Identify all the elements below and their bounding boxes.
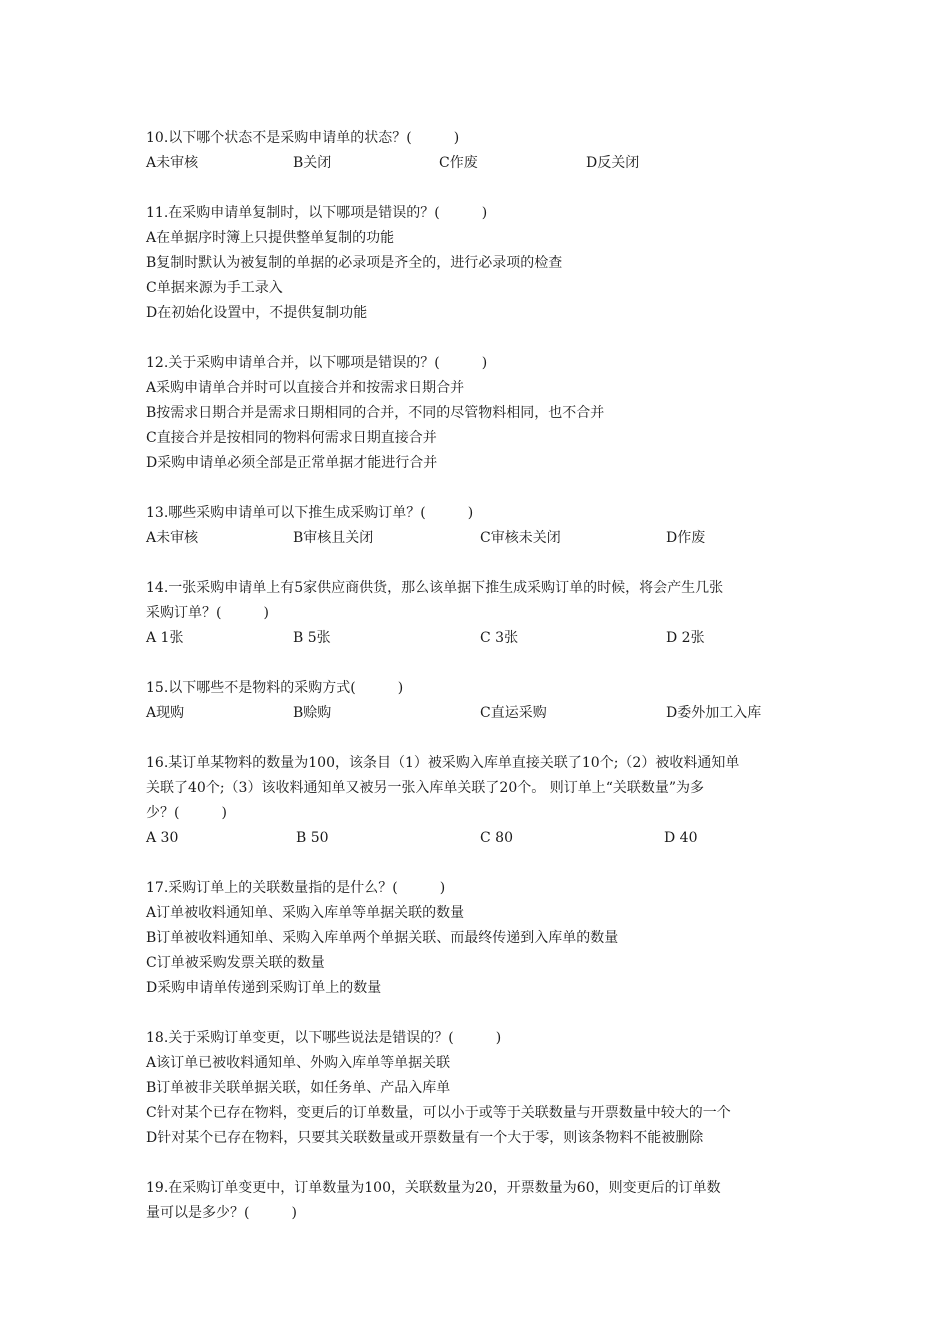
option-b: B关闭 — [293, 155, 332, 171]
option-c: C订单被采购发票关联的数量 — [146, 955, 325, 971]
option-a: A该订单已被收料通知单、外购入库单等单据关联 — [146, 1055, 451, 1071]
question-15 — [146, 676, 826, 726]
option-a: A订单被收料通知单、采购入库单等单据关联的数量 — [146, 905, 465, 921]
option-d: D 2张 — [666, 630, 705, 646]
option-d: D采购申请单传递到采购订单上的数量 — [146, 980, 382, 996]
question-19 — [146, 1176, 826, 1226]
option-a: A采购申请单合并时可以直接合并和按需求日期合并 — [146, 380, 465, 396]
document-page — [146, 126, 826, 1251]
question-stem: 16.某订单某物料的数量为100，该条目（1）被采购入库单直接关联了10个;（2）被收料通知单 — [146, 755, 740, 771]
question-stem: 15.以下哪些不是物料的采购方式( ) — [146, 680, 404, 696]
option-d: D针对某个已存在物料，只要其关联数量或开票数量有一个大于零，则该条物料不能被删除 — [146, 1130, 704, 1146]
question-11 — [146, 201, 826, 326]
question-stem: 19.在采购订单变更中，订单数量为100，关联数量为20，开票数量为60，则变更后的订单数 — [146, 1180, 721, 1196]
question-16 — [146, 751, 826, 851]
option-c: C针对某个已存在物料，变更后的订单数量，可以小于或等于关联数量与开票数量中较大的一个 — [146, 1105, 731, 1121]
question-stem-continued: 关联了40个;（3）该收料通知单又被另一张入库单关联了20个。 则订单上“关联数量”为多 — [146, 780, 705, 796]
option-a: A未审核 — [146, 530, 199, 546]
option-row — [146, 151, 826, 176]
option-b: B赊购 — [293, 705, 332, 721]
option-row — [146, 701, 826, 726]
option-a: A未审核 — [146, 155, 199, 171]
question-stem: 11.在采购申请单复制时，以下哪项是错误的？( ) — [146, 205, 488, 221]
question-12 — [146, 351, 826, 476]
option-d: D作废 — [666, 530, 706, 546]
option-b: B复制时默认为被复制的单据的必录项是齐全的，进行必录项的检查 — [146, 255, 563, 271]
option-a: A 30 — [146, 830, 179, 846]
question-stem-continued: 少？( ) — [146, 805, 227, 821]
question-stem-continued: 采购订单？( ) — [146, 605, 269, 621]
option-c: C作废 — [439, 155, 478, 171]
option-d: D在初始化设置中，不提供复制功能 — [146, 305, 368, 321]
option-row — [146, 526, 826, 551]
option-b: B 50 — [296, 830, 329, 846]
question-17 — [146, 876, 826, 1001]
question-stem-continued: 量可以是多少？( ) — [146, 1205, 297, 1221]
option-row — [146, 826, 826, 851]
option-d: D反关闭 — [586, 155, 640, 171]
option-c: C 3张 — [480, 630, 519, 646]
option-d: D采购申请单必须全部是正常单据才能进行合并 — [146, 455, 438, 471]
option-d: D委外加工入库 — [666, 705, 762, 721]
option-c: C直运采购 — [480, 705, 547, 721]
question-stem: 13.哪些采购申请单可以下推生成采购订单？( ) — [146, 505, 474, 521]
option-b: B订单被非关联单据关联，如任务单、产品入库单 — [146, 1080, 451, 1096]
option-c: C直接合并是按相同的物料何需求日期直接合并 — [146, 430, 437, 446]
question-10 — [146, 126, 826, 176]
question-13 — [146, 501, 826, 551]
option-c: C 80 — [480, 830, 513, 846]
option-c: C审核未关闭 — [480, 530, 561, 546]
option-a: A在单据序时簿上只提供整单复制的功能 — [146, 230, 395, 246]
question-stem: 18.关于采购订单变更，以下哪些说法是错误的？( ) — [146, 1030, 502, 1046]
option-c: C单据来源为手工录入 — [146, 280, 283, 296]
option-b: B按需求日期合并是需求日期相同的合并，不同的尽管物料相同，也不合并 — [146, 405, 605, 421]
option-a: A 1张 — [146, 630, 184, 646]
question-stem: 12.关于采购申请单合并，以下哪项是错误的？( ) — [146, 355, 488, 371]
option-b: B审核且关闭 — [293, 530, 374, 546]
question-stem: 10.以下哪个状态不是采购申请单的状态？( ) — [146, 130, 460, 146]
option-d: D 40 — [664, 830, 698, 846]
question-18 — [146, 1026, 826, 1151]
option-b: B 5张 — [293, 630, 331, 646]
option-b: B订单被收料通知单、采购入库单两个单据关联、而最终传递到入库单的数量 — [146, 930, 619, 946]
question-stem: 17.采购订单上的关联数量指的是什么？( ) — [146, 880, 446, 896]
option-a: A现购 — [146, 705, 185, 721]
question-stem: 14.一张采购申请单上有5家供应商供货，那么该单据下推生成采购订单的时候，将会产生几张 — [146, 580, 724, 596]
option-row — [146, 626, 826, 651]
question-14 — [146, 576, 826, 651]
